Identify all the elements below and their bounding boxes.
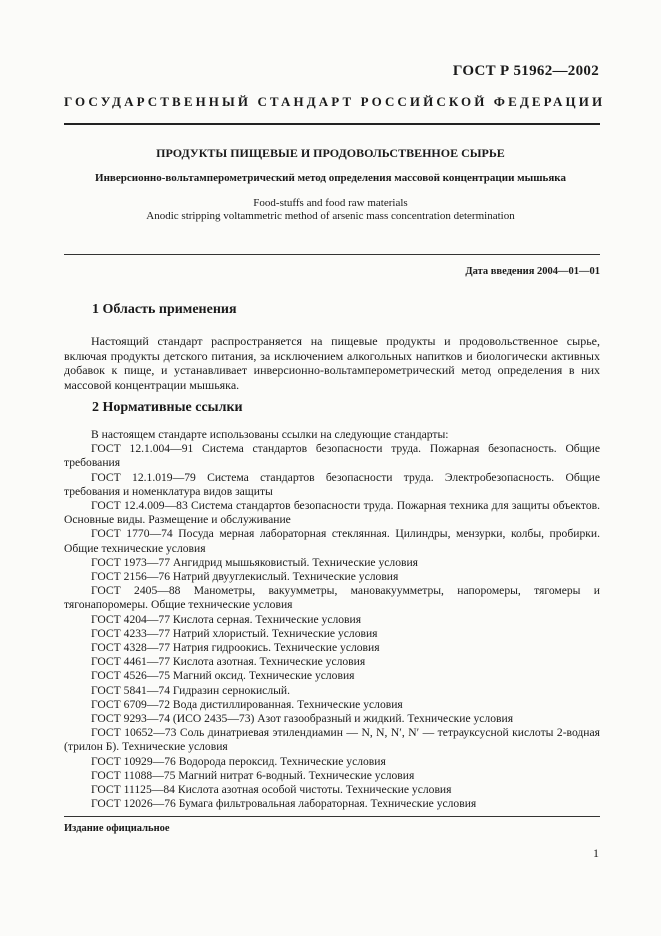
section-2-heading: 2 Нормативные ссылки <box>92 400 243 415</box>
reference-item: ГОСТ 1770—74 Посуда мерная лабораторная стеклянная. Цилиндры, мензурки, колбы, пробирки. Общие технические условия <box>64 527 600 555</box>
state-standard-banner: ГОСУДАРСТВЕННЫЙ СТАНДАРТ РОССИЙСКОЙ ФЕДЕРАЦИИ <box>64 94 606 109</box>
reference-item: ГОСТ 2156—76 Натрий двууглекислый. Технические условия <box>91 570 399 584</box>
reference-item: ГОСТ 2405—88 Манометры, вакуумметры, мановакуумметры, напоромеры, тягомеры и тягонапоромеры. Общие технические условия <box>64 584 600 612</box>
references-intro: В настоящем стандарте использованы ссылки на следующие стандарты: <box>91 428 449 441</box>
title-divider <box>64 254 600 255</box>
reference-item: ГОСТ 11088—75 Магний нитрат 6-водный. Технические условия <box>91 768 415 782</box>
document-code: ГОСТ Р 51962—2002 <box>452 63 599 79</box>
reference-item: ГОСТ 9293—74 (ИСО 2435—73) Азот газообразный и жидкий. Технические условия <box>91 712 514 726</box>
english-subtitle: Anodic stripping voltammetric method of arsenic mass concentration determination <box>146 210 515 222</box>
official-edition-label: Издание официальное <box>64 823 170 834</box>
reference-item: ГОСТ 4526—75 Магний оксид. Технические условия <box>91 669 355 683</box>
footer-divider <box>64 816 600 817</box>
reference-item: ГОСТ 12.4.009—83 Система стандартов безопасности труда. Пожарная техника для защиты объектов. Основные виды. Размещение и обслуживание <box>64 499 600 527</box>
reference-item: ГОСТ 4233—77 Натрий хлористый. Технические условия <box>91 626 378 640</box>
reference-item: ГОСТ 10929—76 Водорода пероксид. Технические условия <box>91 754 386 768</box>
effective-date: Дата введения 2004—01—01 <box>465 266 600 277</box>
reference-item: ГОСТ 12.1.019—79 Система стандартов безопасности труда. Электробезопасность. Общие требования и номенклатура видов защиты <box>64 470 600 498</box>
reference-item: ГОСТ 12.1.004—91 Система стандартов безопасности труда. Пожарная безопасность. Общие требования <box>64 442 600 470</box>
section-1-paragraph: Настоящий стандарт распространяется на пищевые продукты и продовольственное сырье, включая продукты детского питания, за исключением алкогольных напитков и биологически активных добавок к пище, и устанавливает инверсионно-вольтамперометрический метод определения в них массовой концентрации мышьяка. <box>64 334 600 392</box>
references-list <box>64 428 600 811</box>
english-title: Food-stuffs and food raw materials <box>253 197 408 209</box>
reference-item: ГОСТ 11125—84 Кислота азотная особой чистоты. Технические условия <box>91 783 452 797</box>
reference-item: ГОСТ 4328—77 Натрия гидроокись. Технические условия <box>91 641 380 655</box>
reference-item: ГОСТ 12026—76 Бумага фильтровальная лабораторная. Технические условия <box>91 797 477 811</box>
page-number: 1 <box>593 846 599 860</box>
reference-item: ГОСТ 4461—77 Кислота азотная. Технические условия <box>91 655 366 669</box>
reference-item: ГОСТ 6709—72 Вода дистиллированная. Технические условия <box>91 697 403 711</box>
reference-item: ГОСТ 1973—77 Ангидрид мышьяковистый. Технические условия <box>91 555 419 569</box>
document-title: ПРОДУКТЫ ПИЩЕВЫЕ И ПРОДОВОЛЬСТВЕННОЕ СЫРЬЕ <box>156 146 505 160</box>
reference-item: ГОСТ 5841—74 Гидразин сернокислый. <box>91 683 291 697</box>
section-1-text <box>64 334 600 392</box>
reference-item: ГОСТ 4204—77 Кислота серная. Технические условия <box>91 612 362 626</box>
header-divider <box>64 123 600 125</box>
document-subtitle: Инверсионно-вольтамперометрический метод определения массовой концентрации мышьяка <box>95 172 566 184</box>
section-1-heading: 1 Область применения <box>92 302 237 317</box>
reference-item: ГОСТ 10652—73 Соль динатриевая этилендиамин — N, N, N′, N′ — тетрауксусной кислоты 2-водная (трилон Б). Технические условия <box>64 726 600 754</box>
